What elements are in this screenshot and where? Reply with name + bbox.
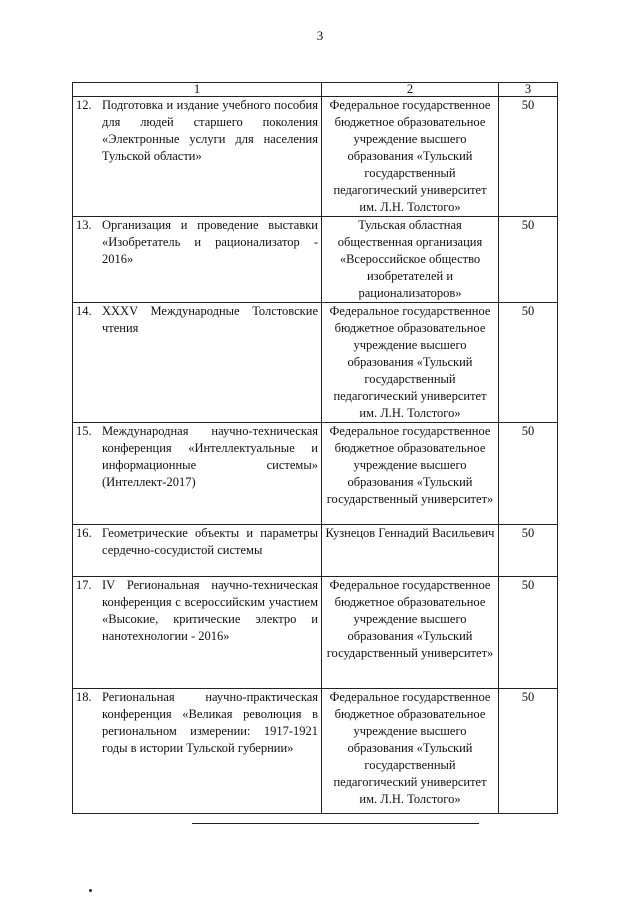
row-number: 15.: [76, 424, 92, 438]
table-row: [73, 577, 558, 689]
header-col-1: 1: [73, 83, 322, 97]
event-cell: [73, 303, 322, 423]
event-cell: [73, 423, 322, 525]
amount-cell: 50: [499, 97, 558, 217]
event-cell: [73, 97, 322, 217]
amount-cell: 50: [499, 423, 558, 525]
event-title: Геометрические объекты и параметры сердечно-сосудистой системы: [102, 526, 318, 557]
table-row: [73, 689, 558, 814]
event-title: Региональная научно-практическая конференция «Великая революция в региональном измерении: 1917-1921 годы в истории Тульской губернии»: [102, 690, 318, 755]
row-number: 13.: [76, 218, 92, 232]
event-cell: [73, 577, 322, 689]
row-number: 14.: [76, 304, 92, 318]
organization-cell: Кузнецов Геннадий Васильевич: [322, 525, 499, 577]
event-title: Международная научно-техническая конференция «Интеллектуальные и информационные системы» (Интеллект-2017): [102, 424, 318, 489]
event-cell: [73, 525, 322, 577]
event-cell: [73, 689, 322, 814]
amount-cell: 50: [499, 525, 558, 577]
table-row: [73, 423, 558, 525]
organization-cell: Тульская областная общественная организация «Всероссийское общество изобретателей и рационализаторов»: [322, 217, 499, 303]
event-cell: [73, 217, 322, 303]
organization-cell: Федеральное государственное бюджетное образовательное учреждение высшего образования «Тульский государственный педагогический университет им. Л.Н. Толстого»: [322, 303, 499, 423]
event-title: IV Региональная научно-техническая конференция с всероссийским участием «Высокие, критические электро и нанотехнологии - 2016»: [102, 578, 318, 643]
event-title: Подготовка и издание учебного пособия для людей старшего поколения «Электронные услуги для населения Тульской области»: [102, 98, 318, 163]
row-number: 18.: [76, 690, 92, 704]
table-row: [73, 97, 558, 217]
row-number: 17.: [76, 578, 92, 592]
organization-cell: Федеральное государственное бюджетное образовательное учреждение высшего образования «Тульский государственный университет»: [322, 577, 499, 689]
header-row: [73, 83, 558, 97]
organization-cell: Федеральное государственное бюджетное образовательное учреждение высшего образования «Тульский государственный педагогический университет им. Л.Н. Толстого»: [322, 689, 499, 814]
organization-cell: Федеральное государственное бюджетное образовательное учреждение высшего образования «Тульский государственный педагогический университет им. Л.Н. Толстого»: [322, 97, 499, 217]
scan-speck: [89, 889, 92, 892]
amount-cell: 50: [499, 217, 558, 303]
table-row: [73, 217, 558, 303]
organization-cell: Федеральное государственное бюджетное образовательное учреждение высшего образования «Тульский государственный университет»: [322, 423, 499, 525]
header-col-3: 3: [499, 83, 558, 97]
event-title: Организация и проведение выставки «Изобретатель и рационализатор - 2016»: [102, 218, 318, 266]
header-col-2: 2: [322, 83, 499, 97]
table-row: [73, 303, 558, 423]
amount-cell: 50: [499, 303, 558, 423]
footer-rule: [192, 823, 479, 824]
page-number: 3: [316, 28, 324, 43]
event-title: XXXV Международные Толстовские чтения: [102, 304, 318, 335]
row-number: 16.: [76, 526, 92, 540]
table-row: [73, 525, 558, 577]
amount-cell: 50: [499, 577, 558, 689]
amount-cell: 50: [499, 689, 558, 814]
grants-table: [72, 82, 558, 814]
row-number: 12.: [76, 98, 92, 112]
